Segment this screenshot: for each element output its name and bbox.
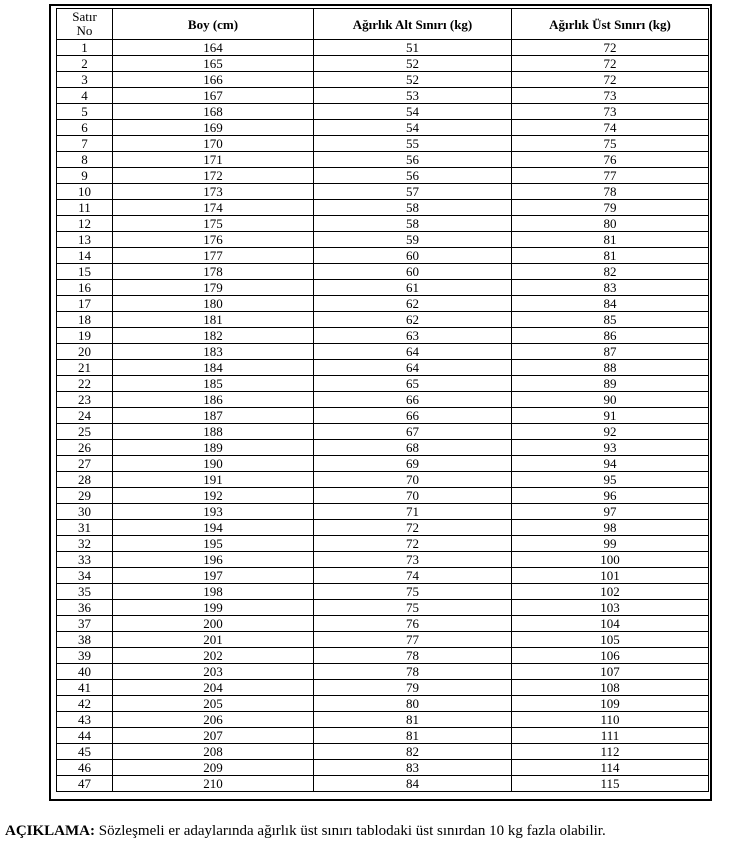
cell-weight-min: 82 [314,744,512,760]
note-label: AÇIKLAMA: [5,823,95,839]
cell-weight-min: 72 [314,520,512,536]
cell-row-no: 16 [57,280,113,296]
cell-row-no: 7 [57,136,113,152]
table-row [57,264,709,280]
cell-weight-min: 54 [314,104,512,120]
cell-weight-max: 74 [512,120,709,136]
header-weight-min: Ağırlık Alt Sınırı (kg) [314,9,512,40]
cell-weight-min: 53 [314,88,512,104]
cell-row-no: 13 [57,232,113,248]
cell-height: 189 [113,440,314,456]
header-row-no [57,9,113,40]
cell-weight-max: 115 [512,776,709,792]
cell-weight-max: 73 [512,88,709,104]
cell-row-no: 39 [57,648,113,664]
cell-weight-max: 111 [512,728,709,744]
table-row [57,56,709,72]
cell-weight-min: 79 [314,680,512,696]
cell-height: 191 [113,472,314,488]
cell-row-no: 35 [57,584,113,600]
cell-weight-max: 84 [512,296,709,312]
cell-height: 201 [113,632,314,648]
cell-weight-max: 112 [512,744,709,760]
table-row [57,216,709,232]
cell-row-no: 41 [57,680,113,696]
cell-row-no: 20 [57,344,113,360]
cell-row-no: 10 [57,184,113,200]
cell-weight-min: 54 [314,120,512,136]
cell-weight-min: 55 [314,136,512,152]
table-row [57,616,709,632]
cell-weight-max: 92 [512,424,709,440]
table-row [57,456,709,472]
cell-height: 164 [113,40,314,56]
table-row [57,200,709,216]
cell-weight-max: 94 [512,456,709,472]
cell-weight-max: 72 [512,40,709,56]
cell-weight-max: 110 [512,712,709,728]
cell-weight-max: 98 [512,520,709,536]
cell-row-no: 43 [57,712,113,728]
cell-height: 187 [113,408,314,424]
cell-row-no: 22 [57,376,113,392]
table-row [57,440,709,456]
cell-weight-max: 108 [512,680,709,696]
table-header-row [57,9,709,40]
cell-height: 182 [113,328,314,344]
table-row [57,296,709,312]
cell-row-no: 18 [57,312,113,328]
cell-weight-min: 70 [314,472,512,488]
cell-weight-max: 75 [512,136,709,152]
cell-row-no: 11 [57,200,113,216]
cell-height: 203 [113,664,314,680]
cell-weight-max: 82 [512,264,709,280]
table-row [57,248,709,264]
cell-height: 186 [113,392,314,408]
cell-row-no: 45 [57,744,113,760]
cell-height: 204 [113,680,314,696]
cell-weight-min: 76 [314,616,512,632]
table-row [57,776,709,792]
table-row [57,744,709,760]
cell-weight-min: 84 [314,776,512,792]
cell-weight-min: 68 [314,440,512,456]
cell-height: 172 [113,168,314,184]
cell-weight-min: 52 [314,72,512,88]
table-row [57,184,709,200]
cell-weight-max: 73 [512,104,709,120]
cell-weight-min: 57 [314,184,512,200]
table-row [57,104,709,120]
table-row [57,72,709,88]
table-row [57,696,709,712]
cell-weight-min: 62 [314,296,512,312]
cell-weight-min: 75 [314,600,512,616]
table-row [57,648,709,664]
cell-row-no: 24 [57,408,113,424]
cell-weight-max: 104 [512,616,709,632]
cell-row-no: 37 [57,616,113,632]
cell-height: 200 [113,616,314,632]
cell-row-no: 42 [57,696,113,712]
cell-weight-max: 72 [512,72,709,88]
table-row [57,360,709,376]
table-row [57,712,709,728]
cell-weight-max: 101 [512,568,709,584]
table-row [57,728,709,744]
cell-weight-min: 83 [314,760,512,776]
cell-height: 197 [113,568,314,584]
cell-height: 196 [113,552,314,568]
cell-height: 199 [113,600,314,616]
cell-weight-min: 81 [314,712,512,728]
cell-weight-min: 78 [314,664,512,680]
cell-weight-max: 87 [512,344,709,360]
cell-row-no: 44 [57,728,113,744]
cell-row-no: 36 [57,600,113,616]
cell-row-no: 33 [57,552,113,568]
table-row [57,488,709,504]
cell-weight-max: 93 [512,440,709,456]
cell-weight-max: 102 [512,584,709,600]
cell-height: 180 [113,296,314,312]
cell-weight-min: 51 [314,40,512,56]
table-row [57,600,709,616]
cell-row-no: 15 [57,264,113,280]
cell-weight-min: 64 [314,344,512,360]
cell-weight-max: 109 [512,696,709,712]
cell-weight-max: 99 [512,536,709,552]
cell-row-no: 28 [57,472,113,488]
cell-row-no: 38 [57,632,113,648]
cell-weight-max: 79 [512,200,709,216]
cell-row-no: 4 [57,88,113,104]
table-row [57,760,709,776]
cell-row-no: 3 [57,72,113,88]
table-row [57,376,709,392]
cell-height: 208 [113,744,314,760]
cell-weight-min: 58 [314,216,512,232]
cell-weight-min: 60 [314,248,512,264]
table-row [57,136,709,152]
cell-height: 169 [113,120,314,136]
cell-row-no: 17 [57,296,113,312]
cell-height: 179 [113,280,314,296]
table-row [57,472,709,488]
cell-weight-min: 62 [314,312,512,328]
cell-weight-max: 91 [512,408,709,424]
cell-weight-min: 77 [314,632,512,648]
cell-height: 170 [113,136,314,152]
cell-weight-max: 86 [512,328,709,344]
cell-weight-max: 72 [512,56,709,72]
cell-height: 190 [113,456,314,472]
cell-height: 194 [113,520,314,536]
cell-row-no: 31 [57,520,113,536]
cell-weight-min: 75 [314,584,512,600]
cell-height: 207 [113,728,314,744]
cell-weight-max: 88 [512,360,709,376]
table-row [57,584,709,600]
table-row [57,40,709,56]
cell-row-no: 32 [57,536,113,552]
cell-height: 174 [113,200,314,216]
table-row [57,280,709,296]
cell-weight-max: 80 [512,216,709,232]
cell-weight-min: 65 [314,376,512,392]
table-row [57,88,709,104]
cell-height: 198 [113,584,314,600]
cell-weight-min: 78 [314,648,512,664]
cell-height: 173 [113,184,314,200]
table-body [57,40,709,792]
table-row [57,568,709,584]
cell-row-no: 6 [57,120,113,136]
cell-weight-max: 103 [512,600,709,616]
cell-weight-min: 66 [314,408,512,424]
cell-height: 205 [113,696,314,712]
header-row-no-line1: Satır [72,9,97,24]
cell-row-no: 34 [57,568,113,584]
cell-weight-min: 71 [314,504,512,520]
table-row [57,680,709,696]
table-row [57,392,709,408]
cell-weight-min: 52 [314,56,512,72]
cell-height: 165 [113,56,314,72]
cell-weight-min: 81 [314,728,512,744]
table-row [57,152,709,168]
table-row [57,328,709,344]
cell-weight-max: 78 [512,184,709,200]
cell-row-no: 30 [57,504,113,520]
cell-height: 185 [113,376,314,392]
cell-row-no: 8 [57,152,113,168]
table-row [57,312,709,328]
header-weight-max: Ağırlık Üst Sınırı (kg) [512,9,709,40]
table-row [57,552,709,568]
table-row [57,168,709,184]
cell-weight-max: 106 [512,648,709,664]
table-row [57,504,709,520]
cell-row-no: 46 [57,760,113,776]
cell-row-no: 47 [57,776,113,792]
cell-weight-min: 60 [314,264,512,280]
cell-weight-min: 56 [314,152,512,168]
cell-row-no: 19 [57,328,113,344]
table-row [57,536,709,552]
cell-row-no: 29 [57,488,113,504]
cell-weight-min: 61 [314,280,512,296]
cell-height: 184 [113,360,314,376]
cell-weight-min: 56 [314,168,512,184]
table-row [57,424,709,440]
cell-weight-min: 72 [314,536,512,552]
cell-height: 176 [113,232,314,248]
cell-weight-max: 90 [512,392,709,408]
cell-row-no: 12 [57,216,113,232]
note-text: Sözleşmeli er adaylarında ağırlık üst sınırı tablodaki üst sınırdan 10 kg fazla olabilir. [95,823,606,839]
cell-weight-max: 96 [512,488,709,504]
cell-height: 175 [113,216,314,232]
cell-row-no: 5 [57,104,113,120]
cell-weight-max: 77 [512,168,709,184]
cell-weight-min: 59 [314,232,512,248]
cell-row-no: 2 [57,56,113,72]
cell-weight-max: 76 [512,152,709,168]
cell-height: 195 [113,536,314,552]
table-row [57,408,709,424]
cell-height: 166 [113,72,314,88]
cell-height: 193 [113,504,314,520]
cell-row-no: 9 [57,168,113,184]
header-row-no-line2: No [76,23,93,38]
cell-row-no: 25 [57,424,113,440]
cell-weight-max: 95 [512,472,709,488]
cell-row-no: 26 [57,440,113,456]
cell-row-no: 14 [57,248,113,264]
cell-weight-min: 80 [314,696,512,712]
cell-weight-min: 63 [314,328,512,344]
explanation-note [5,822,744,840]
cell-height: 192 [113,488,314,504]
cell-weight-min: 70 [314,488,512,504]
cell-row-no: 23 [57,392,113,408]
cell-weight-max: 97 [512,504,709,520]
cell-weight-max: 100 [512,552,709,568]
cell-weight-min: 73 [314,552,512,568]
cell-row-no: 27 [57,456,113,472]
cell-weight-max: 114 [512,760,709,776]
cell-weight-min: 67 [314,424,512,440]
cell-weight-max: 81 [512,248,709,264]
cell-weight-min: 74 [314,568,512,584]
cell-height: 210 [113,776,314,792]
cell-height: 202 [113,648,314,664]
cell-height: 181 [113,312,314,328]
cell-height: 183 [113,344,314,360]
cell-height: 206 [113,712,314,728]
cell-weight-min: 58 [314,200,512,216]
table-row [57,632,709,648]
height-weight-table [56,8,709,792]
cell-height: 178 [113,264,314,280]
table-row [57,664,709,680]
table-row [57,344,709,360]
table-row [57,232,709,248]
cell-height: 168 [113,104,314,120]
cell-weight-min: 64 [314,360,512,376]
cell-weight-max: 107 [512,664,709,680]
table-row [57,120,709,136]
cell-height: 209 [113,760,314,776]
table-row [57,520,709,536]
cell-weight-max: 89 [512,376,709,392]
cell-row-no: 21 [57,360,113,376]
cell-height: 177 [113,248,314,264]
cell-weight-min: 69 [314,456,512,472]
cell-row-no: 40 [57,664,113,680]
cell-height: 188 [113,424,314,440]
cell-height: 167 [113,88,314,104]
cell-weight-max: 81 [512,232,709,248]
header-height: Boy (cm) [113,9,314,40]
cell-weight-min: 66 [314,392,512,408]
cell-weight-max: 105 [512,632,709,648]
cell-weight-max: 85 [512,312,709,328]
cell-weight-max: 83 [512,280,709,296]
cell-height: 171 [113,152,314,168]
cell-row-no: 1 [57,40,113,56]
